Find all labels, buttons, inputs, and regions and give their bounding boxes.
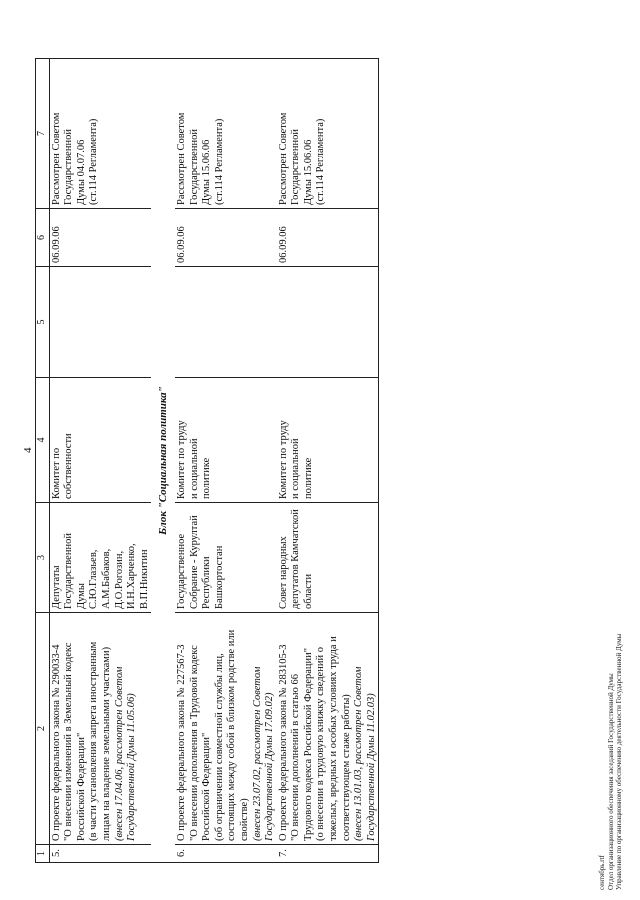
bill-line: О проекте федерального закона № 283105-3 xyxy=(277,644,289,841)
status-line: Государственной xyxy=(290,129,302,205)
initiator-line: С.Ю.Глазьев, xyxy=(88,549,100,609)
bill-note-line: (внесен 23.07.02, рассмотрен Советом xyxy=(251,666,263,841)
footer-filename: сентябрь.rtf xyxy=(598,855,606,890)
initiator-line: Депутаты xyxy=(50,565,62,609)
bill-line: (о внесении в трудовую книжку сведений о xyxy=(315,647,327,841)
bill-description xyxy=(175,613,277,845)
header-col-4: 4 xyxy=(36,378,50,503)
bill-line: (об ограничении совместной службы лиц, xyxy=(213,653,225,841)
initiator-line: Государственной xyxy=(63,533,75,609)
committee-line: Комитет по xyxy=(50,447,62,499)
bill-line: Трудового кодекса Российской Федерации" xyxy=(302,647,314,841)
bill-description xyxy=(49,613,151,845)
status-line: Рассмотрен Советом xyxy=(277,112,289,205)
review-date: 06.09.06 xyxy=(277,209,379,267)
bill-note-line: Государственной Думы 11.02.03) xyxy=(365,693,377,841)
header-col-2: 2 xyxy=(36,613,50,845)
review-date: 06.09.06 xyxy=(175,209,277,267)
initiator-line: Д.О.Рогозин, xyxy=(113,550,125,609)
committee-line: Комитет по труду xyxy=(175,420,187,499)
header-col-3: 3 xyxy=(36,503,50,613)
table-row xyxy=(277,59,379,863)
committee xyxy=(49,378,151,503)
table-row xyxy=(49,59,151,863)
initiator-line: А.М.Бабаков, xyxy=(100,548,112,609)
status-line: Думы 15.06.06 xyxy=(302,139,314,205)
initiator-line: Башкортостан xyxy=(213,545,225,609)
initiator xyxy=(175,503,277,613)
page-number: 4 xyxy=(22,447,34,453)
bill-line: Российской Федерации" xyxy=(75,732,87,841)
footer-directorate: Управление по организационному обеспечению деятельности Государственной Думы xyxy=(615,633,623,890)
initiator-line: В.П.Никитин xyxy=(138,549,150,609)
status xyxy=(175,59,277,209)
table-row xyxy=(175,59,277,863)
bill-line: состоящих между собой в близком родстве или xyxy=(226,629,238,841)
committee-line: и социальной xyxy=(290,438,302,499)
bill-line: О проекте федерального закона № 227567-3 xyxy=(175,644,187,841)
bill-description xyxy=(277,613,379,845)
review-date: 06.09.06 xyxy=(49,209,151,267)
initiator xyxy=(277,503,379,613)
bill-line: "О внесении изменений в Земельный кодекс xyxy=(63,642,75,841)
initiator-line: депутатов Камчатской xyxy=(290,509,302,609)
initiator-line: Собрание - Курултай xyxy=(188,515,200,609)
table-header-row xyxy=(36,59,50,863)
committee-line: собственности xyxy=(63,433,75,499)
initiator-line: Государственное xyxy=(175,533,187,609)
status-line: (ст.114 Регламента) xyxy=(213,118,225,205)
status-line: Думы 15.06.06 xyxy=(201,139,213,205)
committee-line: политике xyxy=(302,457,314,499)
document-footer xyxy=(598,634,624,890)
column-5 xyxy=(277,267,379,378)
bill-note-line: Государственной Думы 17.09.02) xyxy=(264,692,276,841)
committee-line: Комитет по труду xyxy=(277,420,289,499)
block-heading: Блок "Социальная политика" xyxy=(151,59,175,863)
status-line: Рассмотрен Советом xyxy=(50,112,62,205)
header-col-7: 7 xyxy=(36,59,50,209)
status-line: Государственной xyxy=(63,129,75,205)
status-line: (ст.114 Регламента) xyxy=(88,118,100,205)
initiator xyxy=(49,503,151,613)
bill-line: лицам на владение земельными участками) xyxy=(100,646,112,841)
footer-department: Отдел организационного обеспечения заседаний Государственной Думы xyxy=(606,673,615,890)
column-5 xyxy=(175,267,277,378)
header-col-5: 5 xyxy=(36,267,50,378)
block-heading-row xyxy=(151,59,175,863)
initiator-line: области xyxy=(302,573,314,609)
header-col-6: 6 xyxy=(36,209,50,267)
status xyxy=(277,59,379,209)
bill-line: Российской Федерации" xyxy=(201,732,213,841)
bill-line: свойстве) xyxy=(238,798,250,841)
bill-line: (в части установления запрета иностранным xyxy=(88,641,100,841)
bill-line: "О внесении дополнений в статью 66 xyxy=(290,674,302,841)
row-number: 5. xyxy=(49,845,151,863)
initiator-line: Республики xyxy=(201,556,213,609)
bill-line: "О внесении дополнения в Трудовой кодекс xyxy=(188,645,200,841)
bill-line: тяжелых, вредных и особых условиях труда и xyxy=(328,636,340,841)
header-col-1: 1 xyxy=(36,845,50,863)
row-number: 7. xyxy=(277,845,379,863)
initiator-line: Совет народных xyxy=(277,536,289,609)
status-line: Рассмотрен Советом xyxy=(175,112,187,205)
bill-note-line: (внесен 17.04.06, рассмотрен Советом xyxy=(113,666,125,841)
column-5 xyxy=(49,267,151,378)
status-line: Государственной xyxy=(188,129,200,205)
bill-line: О проекте федерального закона № 290033-4 xyxy=(50,644,62,841)
table-body xyxy=(49,59,379,863)
bill-line: соответствующем стаже работы) xyxy=(340,694,352,841)
committee xyxy=(175,378,277,503)
initiator-line: И.Н.Харченко, xyxy=(126,543,138,609)
committee xyxy=(277,378,379,503)
initiator-line: Думы xyxy=(75,583,87,609)
bill-note-line: (внесен 13.01.03, рассмотрен Советом xyxy=(353,666,365,841)
bills-table xyxy=(35,58,379,863)
status-line: Думы 04.07.06 xyxy=(75,139,87,205)
bill-note-line: Государственной Думы 11.05.06) xyxy=(126,693,138,841)
status xyxy=(49,59,151,209)
committee-line: политике xyxy=(201,457,213,499)
committee-line: и социальной xyxy=(188,438,200,499)
row-number: 6. xyxy=(175,845,277,863)
status-line: (ст.114 Регламента) xyxy=(315,118,327,205)
